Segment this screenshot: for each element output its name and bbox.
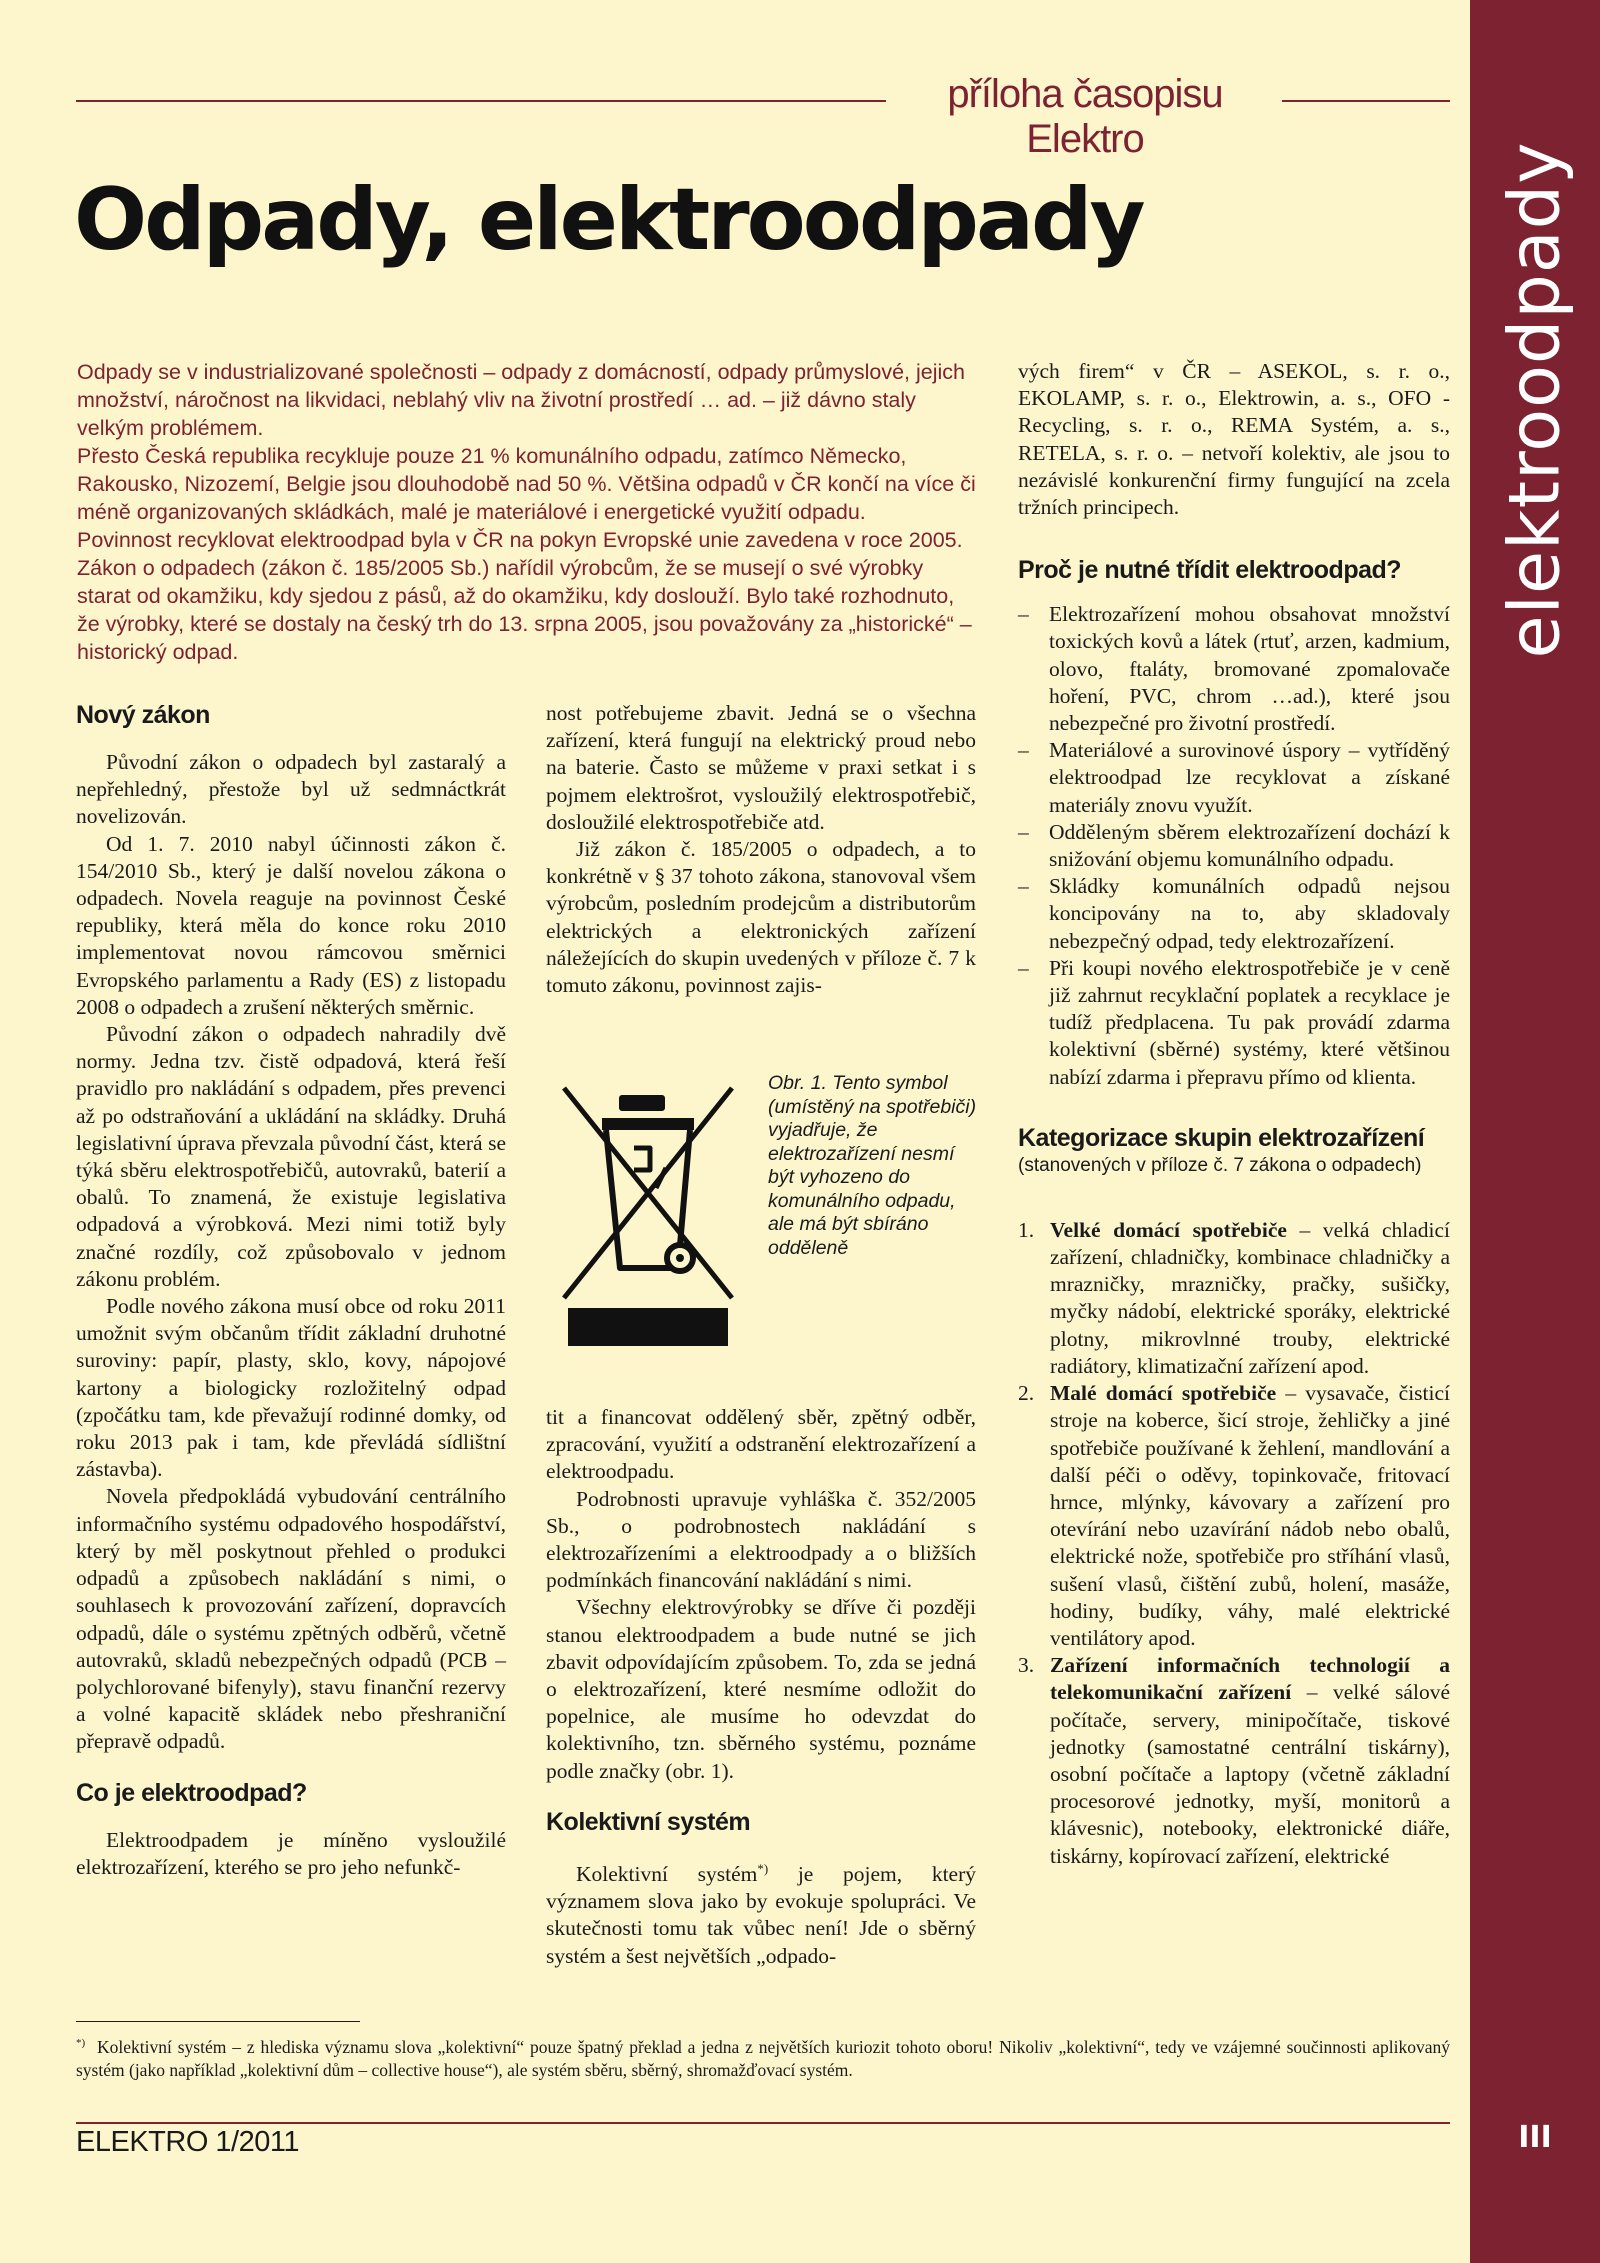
item-term: Zařízení informačních technologií a telekomunikační zařízení <box>1050 1653 1450 1705</box>
item-number: 2. <box>1018 1381 1035 1406</box>
item-term: Velké domácí spotřebiče <box>1050 1217 1287 1242</box>
body-paragraph: Podle nového zákona musí obce od roku 2011 umožnit svým občanům třídit základní druhotné suroviny: papír, plasty, sklo, kovy, nápojové kartony a biologicky rozložitelný odpad (zpočátku tam, kde převažují rodinné domky, od roku 2013 pak i tam, kde převládá sídlištní zástavba). <box>76 1294 506 1482</box>
body-paragraph: Již zákon č. 185/2005 o odpadech, a to konkrétně v § 37 tohoto zákona, stanovoval všem výrobcům, posledním prodejcům a distributorům elektrických a elektronických zařízení náležejících do skupin uvedených v příloze č. 7 k tomuto zákonu, povinnost zajis- <box>546 837 976 998</box>
text-run: je pojem, který významem slova jako by evokuje spolupráci. Ve skutečnosti tomu tak vůbec není! Jde o sběrný systém a šest největších „odpado- <box>546 1862 976 1968</box>
footnote-text: Kolektivní systém – z hlediska významu slova „kolektivní“ pouze špatný překlad a jedna z největších kuriozit tohoto oboru! Nikoliv „kolektivní“, tedy ve vzájemné součinnosti aplikovaný systém (jako například „kolektivní dům – collective house“), ale systém sběru, sběrný, shromažďovací systém. <box>76 2036 1450 2080</box>
supplement-title: příloha časopisu Elektro <box>947 72 1223 161</box>
body-paragraph: nost potřebujeme zbavit. Jedná se o všechna zařízení, která fungují na elektrický proud nebo na baterie. Často se můžeme v praxi setkat i s pojmem elektrošrot, vysloužilý elektrospotřebič, dosloužilé elektrospotřebiče atd. <box>546 701 976 834</box>
lead-paragraph: Přesto Česká republika recykluje pouze 21 % komunálního odpadu, zatímco Německo, Rakousko, Nizozemí, Belgie jsou dlouhodobě nad 50 %. Většina odpadů v ČR končí na více či méně organizovaných skládkách, malé je materiálové i energetické využití odpadu. <box>77 444 976 524</box>
item-number: 3. <box>1018 1653 1035 1678</box>
body-paragraph: Novela předpokládá vybudování centrálního informačního systému odpadového hospodářství, který by měl poskytnout přehled o produkci odpadů a způsobech nakládání s nimi, o souhlasech k provozování zařízení, dopravcích odpadů, dále o systému zpětných odběrů, včetně autovraků, skladů nebezpečných odpadů (PCB – polychlorované bifenyly), stavu finanční rezervy a volné kapacitě skládek nebo přeshraniční přepravě odpadů. <box>76 1484 506 1754</box>
body-paragraph <box>546 1856 976 1970</box>
categories-list <box>1018 1217 1450 1870</box>
list-item <box>1018 1217 1450 1380</box>
column-middle-bottom <box>546 1404 976 1970</box>
figure-caption: Obr. 1. Tento symbol (umístěný na spotřebiči) vyjadřuje, že elektrozařízení nesmí být vyhozeno do komunálního odpadu, ale má být sbíráno odděleně <box>768 1072 977 1259</box>
supplement-header <box>76 72 1450 161</box>
item-text: – velká chladicí zařízení, chladničky, kombinace chladničky a mrazničky, mrazničky, pračky, sušičky, myčky nádobí, elektrické sporáky, elektrické plotny, mikrovlnné trouby, elektrické radiátory, klimatizační zařízení apod. <box>1050 1217 1451 1378</box>
crossed-out-wheelie-bin-icon <box>554 1078 754 1308</box>
body-paragraph: tit a financovat oddělený sběr, zpětný odběr, zpracování, využití a odstranění elektrozařízení a elektroodpadu. <box>546 1405 976 1484</box>
section-label-text: elektroodpady <box>1494 141 1576 659</box>
section-label <box>1470 0 1600 800</box>
body-paragraph: Elektroodpadem je míněno vysloužilé elektrozařízení, kterého se pro jeho nefunkč- <box>76 1827 506 1879</box>
section-heading: Kategorizace skupin elektrozařízení <box>1018 1123 1425 1152</box>
footnote-rule <box>76 2021 360 2022</box>
list-item: – Materiálové a surovinové úspory – vytříděný elektroodpad lze recyklovat a získané materiály znovu využít. <box>1018 737 1450 819</box>
item-text: – vysavače, čisticí stroje na koberce, šicí stroje, žehličky a jiné spotřebiče používané k žehlení, mandlování a další péči o oděvy, topinkovače, fritovací hrnce, mlýnky, kávovary a zařízení pro otevírání nebo uzavírání nádob nebo obalů, elektrické nože, spotřebiče pro stříhání vlasů, sušení vlasů, čištění zubů, holení, masáže, hodiny, budíky, váhy, malé elektrické ventilátory apod. <box>1050 1381 1451 1650</box>
body-paragraph: Všechny elektrovýrobky se dříve či později stanou elektroodpadem a bude nutné se jich zbavit odpovídajícím způsobem. To, zda se jedná o elektrozařízení, které nesmíme odložit do popelnice, ale musíme ho odevzdat do kolektivního, tzn. sběrného systému, poznáme podle značky (obr. 1). <box>546 1595 976 1783</box>
section-heading: Kolektivní systém <box>546 1807 751 1836</box>
issue-label: ELEKTRO 1/2011 <box>76 2126 299 2158</box>
list-item <box>1018 1380 1450 1652</box>
list-item: – Odděleným sběrem elektrozařízení dochází k snižování objemu komunálního odpadu. <box>1018 819 1450 873</box>
column-left <box>76 700 506 1881</box>
section-heading: Proč je nutné třídit elektroodpad? <box>1018 556 1402 585</box>
figure-weee-symbol <box>546 1062 976 1352</box>
column-middle-top <box>546 700 976 999</box>
body-paragraph: Podrobnosti upravuje vyhláška č. 352/2005 Sb., o podrobnostech nakládání s elektrozařízeními a elektroodpady a o bližších podmínkách financování nakládání s nimi. <box>546 1486 976 1593</box>
page-number: III <box>1518 2120 1552 2155</box>
item-number: 1. <box>1018 1217 1035 1242</box>
body-paragraph: vých firem“ v ČR – ASEKOL, s. r. o., EKOLAMP, s. r. o., Elektrowin, a. s., OFO - Recycling, s. r. o., REMA Systém, a. s., RETELA, s. r. o. – netvoří kolektiv, ale jsou to nezávislé konkurenční firmy fungující na zcela tržních principech. <box>1018 359 1450 520</box>
solid-bar <box>568 1308 728 1346</box>
header-rule-right <box>1282 100 1450 102</box>
article-title: Odpady, elektroodpady <box>74 170 1143 270</box>
reasons-list <box>1018 601 1450 1091</box>
footnote-marker: *) <box>76 2037 86 2049</box>
section-heading: Co je elektroodpad? <box>76 1778 307 1807</box>
footnote <box>76 2032 1450 2082</box>
list-item: – Elektrozařízení mohou obsahovat množství toxických kovů a látek (rtuť, arzen, kadmium, olovo, ftaláty, bromované zpomalovače hoření, PVC, chrom …ad.), které jsou nebezpečné pro životní prostředí. <box>1018 601 1450 737</box>
article-lead <box>77 358 981 666</box>
lead-paragraph: Odpady se v industrializované společnosti – odpady z domácností, odpady průmyslové, jejich množství, náročnost na likvidaci, neblahý vliv na životní prostředí … ad. – již dávno staly velkým problémem. <box>77 360 965 440</box>
footer-rule <box>76 2122 1450 2124</box>
body-paragraph: Původní zákon o odpadech byl zastaralý a nepřehledný, přestože byl už sedmnáctkrát novelizován. <box>76 750 506 829</box>
list-item: – Skládky komunálních odpadů nejsou koncipovány na to, aby skladovaly nebezpečný odpad, tedy elektrozařízení. <box>1018 873 1450 955</box>
section-heading: Nový zákon <box>76 701 210 729</box>
header-rule-left <box>76 100 886 102</box>
item-term: Malé domácí spotřebiče <box>1050 1381 1277 1406</box>
body-paragraph: Od 1. 7. 2010 nabyl účinnosti zákon č. 154/2010 Sb., který je další novelou zákona o odpadech. Novela reaguje na povinnost České republiky, která měla do konce roku 2010 implementovat novou rámcovou směrnici Evropského parlamentu a Rady (ES) z listopadu 2008 o odpadech a zrušení některých směrnic. <box>76 831 506 1019</box>
lead-paragraph: Povinnost recyklovat elektroodpad byla v ČR na pokyn Evropské unie zavedena v roce 2005. Zákon o odpadech (zákon č. 185/2005 Sb.) nařídil výrobcům, že se musejí o své výrobky starat od okamžiku, kdy sjedou z pásů, až do okamžiku, kdy doslouží. Bylo také rozhodnuto, že výrobky, které se dostaly na český trh do 13. srpna 2005, jsou považovány za „historické“ – historický odpad. <box>77 528 972 664</box>
column-right <box>1018 358 1450 1870</box>
list-item: – Při koupi nového elektrospotřebiče je v ceně již zahrnut recyklační poplatek a recyklace je tudíž předplacena. Tu pak provádí zdarma kolektivní (sběrné) systémy, které většinou nabízí zdarma i přepravu přímo od klienta. <box>1018 955 1450 1091</box>
list-item <box>1018 1652 1450 1870</box>
text-run: Kolektivní systém <box>576 1862 758 1886</box>
body-paragraph: Původní zákon o odpadech nahradily dvě normy. Jedna tzv. čistě odpadová, která řeší pravidlo pro nakládání s odpadem, přes prevenci až po odstraňování a ukládání na skládky. Druhá legislativní úprava převzala původní část, která se týká sběru elektrospotřebičů, autovraků, baterií a obalů. To znamená, že existuje legislativa odpadová a výrobková. Mezi nimi totiž byly značné rozdíly, což způsobovalo v jednom zákonu problém. <box>76 1022 506 1291</box>
footnote-ref: *) <box>757 1861 769 1876</box>
section-subheading: (stanovených v příloze č. 7 zákona o odpadech) <box>1018 1154 1422 1176</box>
item-text: – velké sálové počítače, servery, minipočítače, tiskové jednotky (samostatné centrální tiskárny), osobní počítače a laptopy (včetně základní procesorové jednotky, myší, monitorů a klávesnic), notebooky, elektronické diáře, tiskárny, kopírovací zařízení, elektrické <box>1050 1680 1450 1868</box>
